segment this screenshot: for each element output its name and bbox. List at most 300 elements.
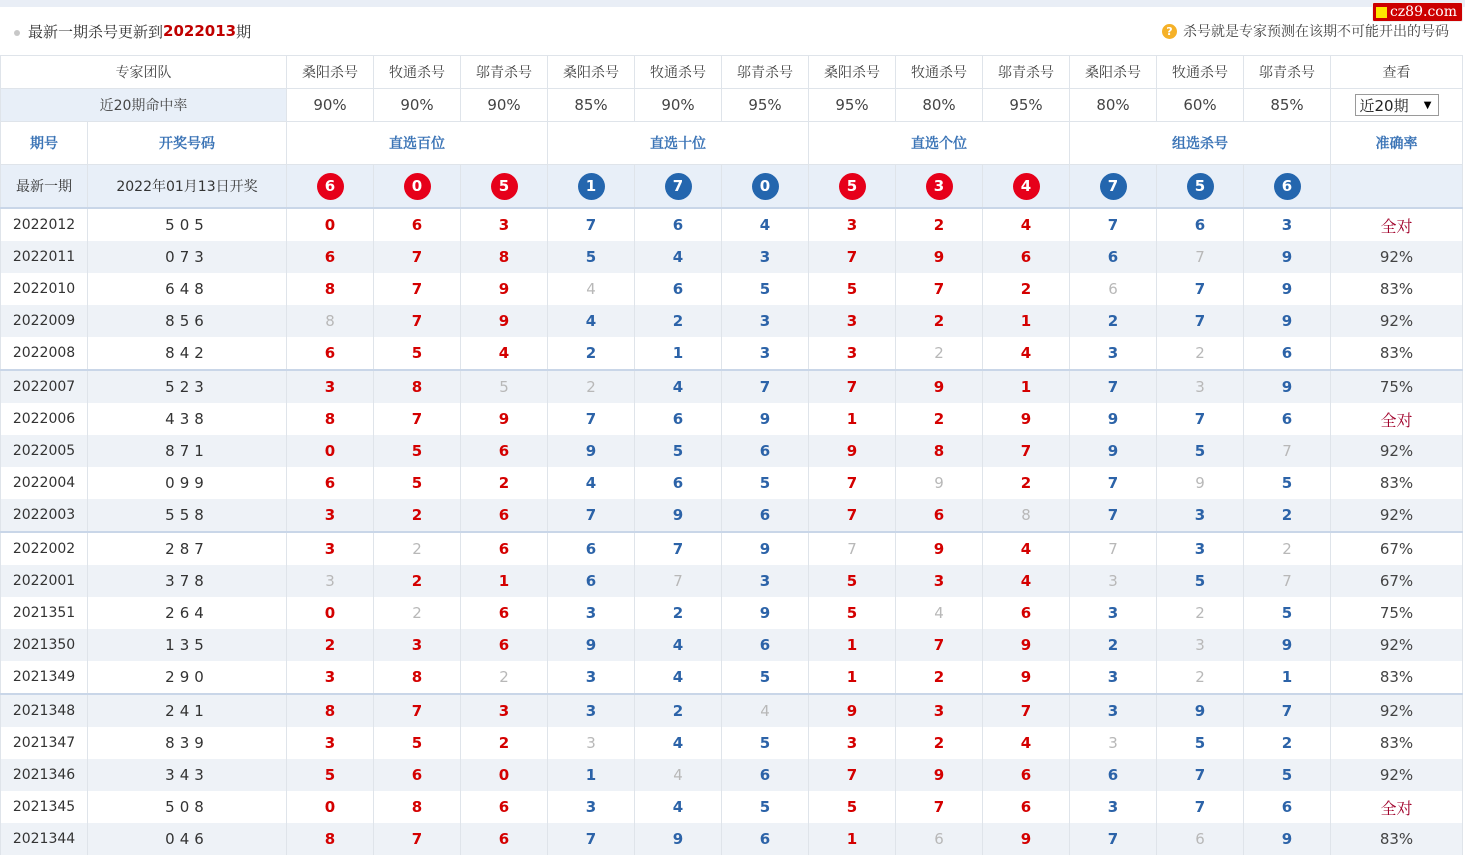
kill-number: 7 (585, 410, 597, 428)
kill-number: 4 (498, 344, 510, 362)
kill-number: 1 (846, 410, 858, 428)
kill-number: 3 (759, 312, 771, 330)
issue-number: 2021349 (1, 661, 88, 694)
kill-number: 4 (672, 798, 684, 816)
kill-ball: 4 (1013, 173, 1040, 200)
kill-number: 4 (585, 474, 597, 492)
kill-ball: 5 (491, 173, 518, 200)
kill-number: 6 (933, 506, 945, 524)
table-row (1, 467, 1463, 499)
kill-number-missed: 4 (673, 766, 683, 784)
kill-number: 5 (411, 474, 423, 492)
rate-label: 近20期命中率 (1, 89, 287, 122)
kill-number: 1 (498, 572, 510, 590)
kill-number: 2 (933, 216, 945, 234)
kill-number: 5 (1281, 766, 1293, 784)
kill-number-missed: 4 (934, 604, 944, 622)
bullet-dot-icon (14, 30, 20, 36)
kill-number: 6 (411, 766, 423, 784)
kill-number: 9 (1281, 378, 1293, 396)
kill-number: 4 (585, 312, 597, 330)
kill-number: 2 (498, 734, 510, 752)
hit-rate: 60% (1157, 89, 1244, 122)
issue-number: 2022010 (1, 273, 88, 305)
kill-number: 5 (759, 668, 771, 686)
kill-number: 2 (1281, 506, 1293, 524)
table-row (1, 597, 1463, 629)
kill-number: 0 (324, 604, 336, 622)
kill-number: 5 (759, 474, 771, 492)
kill-number: 4 (1020, 216, 1032, 234)
accuracy-value: 全对 (1380, 798, 1413, 818)
kill-number-missed: 6 (1108, 280, 1118, 298)
logo-text: cz89.com (1389, 4, 1457, 20)
issue-number: 2021346 (1, 759, 88, 791)
col-draw: 开奖号码 (88, 122, 287, 165)
column-header-row (1, 122, 1463, 165)
kill-number-missed: 2 (1195, 344, 1205, 362)
kill-number: 6 (672, 410, 684, 428)
kill-number: 9 (1194, 702, 1206, 720)
draw-number: 648 (88, 273, 287, 305)
kill-number: 3 (324, 668, 336, 686)
kill-number: 9 (846, 702, 858, 720)
kill-number: 2 (411, 572, 423, 590)
issue-number: 2022005 (1, 435, 88, 467)
kill-number: 7 (585, 216, 597, 234)
kill-number-missed: 3 (1108, 734, 1118, 752)
accuracy-value: 全对 (1380, 216, 1413, 236)
kill-number: 9 (1107, 442, 1119, 460)
kill-number: 2 (672, 604, 684, 622)
hit-rate: 90% (287, 89, 374, 122)
kill-number: 7 (1194, 280, 1206, 298)
expert-name: 邬青杀号 (983, 56, 1070, 89)
kill-number: 8 (411, 668, 423, 686)
kill-ball: 1 (578, 173, 605, 200)
kill-ball: 5 (1187, 173, 1214, 200)
kill-number: 6 (1020, 248, 1032, 266)
title-suffix: 期 (236, 22, 252, 41)
col-group-hundreds: 直选百位 (287, 122, 548, 165)
kill-number-missed: 6 (1195, 830, 1205, 848)
team-label: 专家团队 (1, 56, 287, 89)
kill-number: 6 (759, 636, 771, 654)
kill-number: 6 (498, 442, 510, 460)
kill-number: 1 (846, 668, 858, 686)
kill-number: 9 (759, 604, 771, 622)
accuracy-value: 83% (1379, 474, 1414, 492)
accuracy-value: 92% (1379, 312, 1414, 330)
expert-name: 牧通杀号 (635, 56, 722, 89)
kill-number: 5 (324, 766, 336, 784)
expert-name: 牧通杀号 (896, 56, 983, 89)
kill-number: 8 (933, 442, 945, 460)
issue-number: 2022002 (1, 532, 88, 565)
kill-number: 7 (846, 506, 858, 524)
kill-number: 9 (1281, 830, 1293, 848)
kill-number: 7 (1107, 378, 1119, 396)
kill-number: 6 (411, 216, 423, 234)
kill-number: 5 (585, 248, 597, 266)
issue-number: 2022012 (1, 208, 88, 241)
kill-number: 7 (933, 798, 945, 816)
kill-number: 7 (411, 312, 423, 330)
kill-number: 3 (933, 572, 945, 590)
period-select[interactable] (1355, 94, 1439, 116)
kill-number: 7 (846, 766, 858, 784)
kill-number-missed: 2 (1195, 604, 1205, 622)
kill-number-missed: 7 (1195, 248, 1205, 266)
draw-number: 523 (88, 370, 287, 403)
help-note (1162, 21, 1465, 41)
hit-rate: 95% (722, 89, 809, 122)
kill-number: 8 (324, 702, 336, 720)
kill-number: 9 (933, 540, 945, 558)
kill-number: 2 (324, 636, 336, 654)
kill-number: 5 (1194, 572, 1206, 590)
kill-number: 2 (411, 506, 423, 524)
kill-number: 6 (324, 248, 336, 266)
kill-number: 7 (846, 474, 858, 492)
kill-number: 3 (498, 216, 510, 234)
table-row (1, 629, 1463, 661)
kill-number: 7 (846, 378, 858, 396)
kill-number: 6 (1020, 766, 1032, 784)
kill-number: 2 (933, 410, 945, 428)
kill-number: 3 (1107, 668, 1119, 686)
kill-number: 3 (411, 636, 423, 654)
latest-date: 2022年01月13日开奖 (88, 165, 287, 209)
draw-number: 287 (88, 532, 287, 565)
accuracy-value: 83% (1379, 830, 1414, 848)
help-note-text: 杀号就是专家预测在该期不可能开出的号码 (1183, 24, 1449, 40)
kill-number-missed: 5 (499, 378, 509, 396)
accuracy-value: 92% (1379, 636, 1414, 654)
accuracy-value: 83% (1379, 344, 1414, 362)
kill-number: 9 (1020, 636, 1032, 654)
kill-number: 7 (411, 410, 423, 428)
kill-number: 0 (324, 216, 336, 234)
kill-number: 4 (1020, 344, 1032, 362)
kill-number: 9 (1281, 280, 1293, 298)
kill-number: 6 (585, 540, 597, 558)
table-row (1, 435, 1463, 467)
kill-number: 1 (1020, 378, 1032, 396)
accuracy-value: 92% (1379, 248, 1414, 266)
kill-number-missed: 9 (1195, 474, 1205, 492)
kill-number: 5 (411, 442, 423, 460)
kill-number: 6 (672, 474, 684, 492)
kill-number: 1 (585, 766, 597, 784)
kill-number: 9 (672, 506, 684, 524)
kill-number-missed: 7 (1108, 540, 1118, 558)
kill-number: 8 (411, 378, 423, 396)
kill-number: 9 (1020, 830, 1032, 848)
kill-number-missed: 2 (1195, 668, 1205, 686)
kill-number: 4 (672, 378, 684, 396)
draw-number: 558 (88, 499, 287, 532)
kill-number: 5 (759, 734, 771, 752)
kill-number: 7 (933, 636, 945, 654)
hit-rate: 95% (983, 89, 1070, 122)
kill-number: 7 (1020, 442, 1032, 460)
kill-number: 3 (846, 734, 858, 752)
issue-number: 2021348 (1, 694, 88, 727)
kill-number: 2 (585, 344, 597, 362)
kill-number: 4 (672, 248, 684, 266)
kill-number: 5 (1194, 734, 1206, 752)
kill-number: 3 (585, 702, 597, 720)
kill-number: 3 (1194, 540, 1206, 558)
period-select-cell (1331, 89, 1463, 122)
kill-number: 3 (1281, 216, 1293, 234)
table-row (1, 661, 1463, 694)
col-issue: 期号 (1, 122, 88, 165)
kill-number: 3 (759, 248, 771, 266)
kill-number: 7 (759, 378, 771, 396)
draw-number: 099 (88, 467, 287, 499)
kill-number: 0 (324, 442, 336, 460)
kill-number: 3 (1194, 506, 1206, 524)
accuracy-value: 83% (1379, 668, 1414, 686)
accuracy-value: 92% (1379, 442, 1414, 460)
kill-number: 7 (1194, 312, 1206, 330)
issue-number: 2022003 (1, 499, 88, 532)
kill-number: 9 (846, 442, 858, 460)
kill-number: 6 (1281, 344, 1293, 362)
expert-team-row (1, 56, 1463, 89)
kill-number-missed: 3 (586, 734, 596, 752)
kill-number-missed: 7 (673, 572, 683, 590)
issue-number: 2022007 (1, 370, 88, 403)
kill-number: 4 (1020, 572, 1032, 590)
table-row (1, 532, 1463, 565)
kill-number: 4 (1020, 734, 1032, 752)
accuracy-value: 75% (1379, 378, 1414, 396)
kill-number: 3 (759, 344, 771, 362)
draw-number: 839 (88, 727, 287, 759)
draw-number: 438 (88, 403, 287, 435)
kill-number-missed: 9 (934, 474, 944, 492)
kill-number: 6 (1281, 410, 1293, 428)
kill-number: 3 (324, 734, 336, 752)
kill-number: 5 (1194, 442, 1206, 460)
hit-rate: 85% (548, 89, 635, 122)
draw-number: 290 (88, 661, 287, 694)
expert-name: 邬青杀号 (461, 56, 548, 89)
col-group-units: 直选个位 (809, 122, 1070, 165)
kill-number: 2 (1107, 312, 1119, 330)
kill-number: 9 (759, 540, 771, 558)
kill-number: 7 (672, 540, 684, 558)
kill-number-missed: 3 (1195, 378, 1205, 396)
kill-number: 3 (324, 378, 336, 396)
kill-number: 1 (846, 636, 858, 654)
kill-number-missed: 7 (1282, 442, 1292, 460)
table-row (1, 823, 1463, 855)
kill-number: 5 (1281, 474, 1293, 492)
kill-number: 2 (498, 474, 510, 492)
kill-number-missed: 3 (325, 572, 335, 590)
view-label: 查看 (1331, 56, 1463, 89)
kill-number: 6 (585, 572, 597, 590)
table-row (1, 273, 1463, 305)
kill-number-missed: 6 (934, 830, 944, 848)
kill-number: 3 (585, 604, 597, 622)
draw-number: 505 (88, 208, 287, 241)
table-row (1, 370, 1463, 403)
kill-number: 5 (759, 798, 771, 816)
accuracy-value: 83% (1379, 280, 1414, 298)
kill-number: 3 (498, 702, 510, 720)
kill-number: 8 (324, 280, 336, 298)
kill-number: 6 (672, 280, 684, 298)
kill-number: 9 (1107, 410, 1119, 428)
kill-ball: 0 (404, 173, 431, 200)
kill-number: 9 (933, 248, 945, 266)
kill-ball: 0 (752, 173, 779, 200)
kill-ball: 7 (1100, 173, 1127, 200)
draw-number: 508 (88, 791, 287, 823)
kill-number-missed: 2 (412, 540, 422, 558)
hit-rate: 80% (896, 89, 983, 122)
kill-number: 3 (1107, 702, 1119, 720)
kill-number-missed: 2 (934, 344, 944, 362)
accuracy-value: 全对 (1380, 410, 1413, 430)
expert-name: 牧通杀号 (374, 56, 461, 89)
kill-number: 2 (1107, 636, 1119, 654)
kill-number-missed: 7 (847, 540, 857, 558)
hit-rate: 90% (461, 89, 548, 122)
table-row (1, 241, 1463, 273)
kill-number: 7 (411, 830, 423, 848)
kill-number: 6 (498, 798, 510, 816)
kill-number-missed: 3 (1108, 572, 1118, 590)
kill-number: 3 (846, 344, 858, 362)
kill-number: 5 (411, 344, 423, 362)
kill-ball: 5 (839, 173, 866, 200)
issue-number: 2022006 (1, 403, 88, 435)
kill-number: 4 (759, 216, 771, 234)
kill-number: 6 (759, 830, 771, 848)
kill-number: 9 (498, 312, 510, 330)
expert-name: 邬青杀号 (1244, 56, 1331, 89)
issue-number: 2021345 (1, 791, 88, 823)
kill-number: 3 (585, 798, 597, 816)
kill-number-missed: 4 (586, 280, 596, 298)
kill-number: 7 (933, 280, 945, 298)
kill-number: 9 (933, 766, 945, 784)
kill-number: 7 (846, 248, 858, 266)
kill-number: 5 (846, 572, 858, 590)
draw-number: 046 (88, 823, 287, 855)
kill-number: 6 (759, 442, 771, 460)
kill-number: 9 (672, 830, 684, 848)
kill-number: 9 (498, 410, 510, 428)
col-group-combo: 组选杀号 (1070, 122, 1331, 165)
accuracy-value: 83% (1379, 734, 1414, 752)
latest-empty (1331, 165, 1463, 209)
kill-number: 2 (933, 668, 945, 686)
issue-number: 2021351 (1, 597, 88, 629)
kill-number: 6 (1194, 216, 1206, 234)
kill-number: 3 (933, 702, 945, 720)
kill-number-missed: 7 (1282, 572, 1292, 590)
hit-rate: 90% (635, 89, 722, 122)
kill-number: 6 (498, 540, 510, 558)
col-accuracy: 准确率 (1331, 122, 1463, 165)
issue-number: 2022008 (1, 337, 88, 370)
kill-number: 9 (1020, 668, 1032, 686)
kill-number: 5 (846, 280, 858, 298)
kill-number: 6 (759, 766, 771, 784)
table-row (1, 759, 1463, 791)
kill-number: 7 (585, 830, 597, 848)
table-row (1, 337, 1463, 370)
kill-number: 7 (1107, 506, 1119, 524)
kill-number: 2 (672, 312, 684, 330)
issue-number: 2021344 (1, 823, 88, 855)
kill-number: 8 (324, 830, 336, 848)
kill-ball: 6 (317, 173, 344, 200)
draw-number: 343 (88, 759, 287, 791)
draw-number: 842 (88, 337, 287, 370)
expert-name: 牧通杀号 (1157, 56, 1244, 89)
kill-number: 7 (1281, 702, 1293, 720)
kill-number: 6 (498, 604, 510, 622)
kill-number: 7 (1194, 798, 1206, 816)
kill-number: 0 (498, 766, 510, 784)
kill-number: 9 (1281, 636, 1293, 654)
kill-number: 5 (759, 280, 771, 298)
table-row (1, 208, 1463, 241)
kill-number: 6 (1020, 604, 1032, 622)
period-select-value: 近20期 (1359, 96, 1409, 115)
kill-number: 2 (672, 702, 684, 720)
kill-number: 6 (759, 506, 771, 524)
kill-number: 3 (1107, 604, 1119, 622)
expert-name: 邬青杀号 (722, 56, 809, 89)
hit-rate: 95% (809, 89, 896, 122)
kill-number: 8 (324, 410, 336, 428)
kill-number: 3 (585, 668, 597, 686)
kill-number: 7 (411, 248, 423, 266)
hit-rate: 85% (1244, 89, 1331, 122)
kill-number: 9 (759, 410, 771, 428)
issue-number: 2022001 (1, 565, 88, 597)
question-icon: ? (1162, 24, 1177, 39)
expert-name: 桑阳杀号 (287, 56, 374, 89)
kill-number: 3 (324, 540, 336, 558)
kill-number: 4 (672, 734, 684, 752)
kill-number: 1 (672, 344, 684, 362)
kill-number-missed: 8 (1021, 506, 1031, 524)
expert-name: 桑阳杀号 (809, 56, 896, 89)
kill-number: 5 (1281, 604, 1293, 622)
latest-row (1, 165, 1463, 209)
draw-number: 871 (88, 435, 287, 467)
top-strip (0, 0, 1465, 7)
hit-rate: 80% (1070, 89, 1157, 122)
issue-number: 2021347 (1, 727, 88, 759)
kill-number: 6 (324, 344, 336, 362)
kill-number: 2 (1281, 734, 1293, 752)
draw-number: 135 (88, 629, 287, 661)
kill-ball: 3 (926, 173, 953, 200)
kill-number: 1 (1020, 312, 1032, 330)
kill-number-missed: 3 (1195, 636, 1205, 654)
